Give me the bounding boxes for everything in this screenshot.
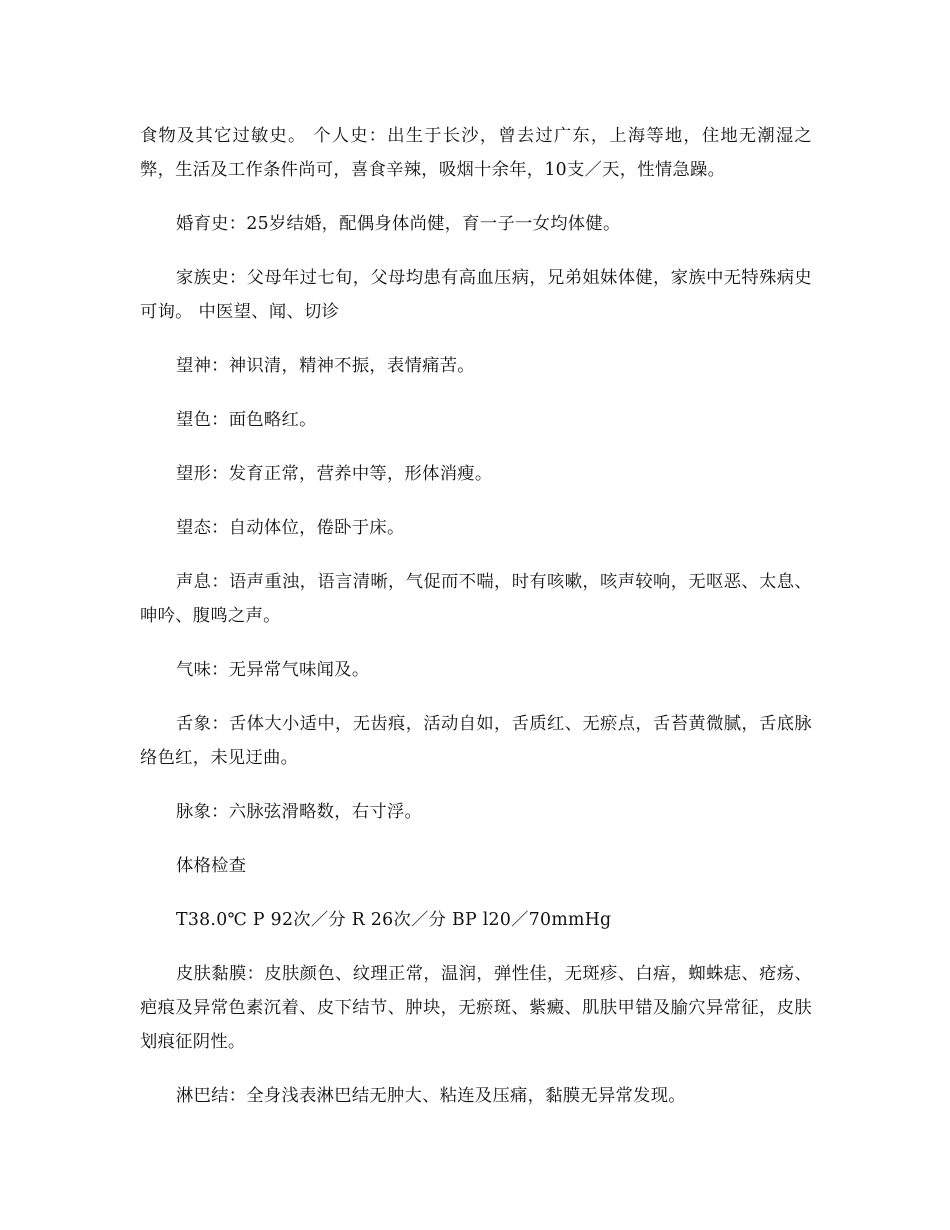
paragraph-marriage-history: 婚育史：25岁结婚，配偶身体尚健，育一子一女均体健。 <box>176 214 621 234</box>
paragraph-pulse: 脉象：六脉弦滑略数，右寸浮。 <box>176 802 423 822</box>
paragraph-allergy-personal-history: 食物及其它过敏史。 个人史：出生于长沙，曾去过广东，上海等地，住地无潮湿之弊，生活及工作条件尚可，喜食辛辣，吸烟十余年，10支／天，性情急躁。 <box>140 126 812 180</box>
paragraph-inspection-form: 望形：发育正常，营养中等，形体消瘦。 <box>176 464 493 484</box>
paragraph-voice-breath: 声息：语声重浊，语言清晰，气促而不喘，时有咳嗽，咳声较响，无呕恶、太息、呻吟、腹鸣之声。 <box>140 572 812 626</box>
document-body <box>140 119 812 1133</box>
paragraph-family-history: 家族史：父母年过七旬，父母均患有高血压病，兄弟姐妹体健，家族中无特殊病史可询。 中医望、闻、切诊 <box>140 268 812 322</box>
paragraph-skin-mucosa: 皮肤黏膜：皮肤颜色、纹理正常，温润，弹性佳，无斑疹、白痦，蜘蛛痣、疮疡、疤痕及异常色素沉着、皮下结节、肿块，无瘀斑、紫癜、肌肤甲错及腧穴异常征，皮肤划痕征阴性。 <box>140 964 812 1052</box>
paragraph-tongue: 舌象：舌体大小适中，无齿痕，活动自如，舌质红、无瘀点，舌苔黄微腻，舌底脉络色红，未见迂曲。 <box>140 714 812 768</box>
paragraph-odor: 气味：无异常气味闻及。 <box>176 660 370 680</box>
paragraph-inspection-posture: 望态：自动体位，倦卧于床。 <box>176 518 405 538</box>
paragraph-inspection-spirit: 望神：神识清，精神不振，表情痛苦。 <box>176 356 475 376</box>
section-heading-physical-exam: 体格检查 <box>176 856 247 876</box>
paragraph-vital-signs: T38.0℃ P 92次／分 R 26次／分 BP l20／70mmHg <box>176 910 612 930</box>
paragraph-inspection-complexion: 望色：面色略红。 <box>176 410 317 430</box>
paragraph-lymph-nodes: 淋巴结：全身浅表淋巴结无肿大、粘连及压痛，黏膜无异常发现。 <box>176 1086 686 1106</box>
